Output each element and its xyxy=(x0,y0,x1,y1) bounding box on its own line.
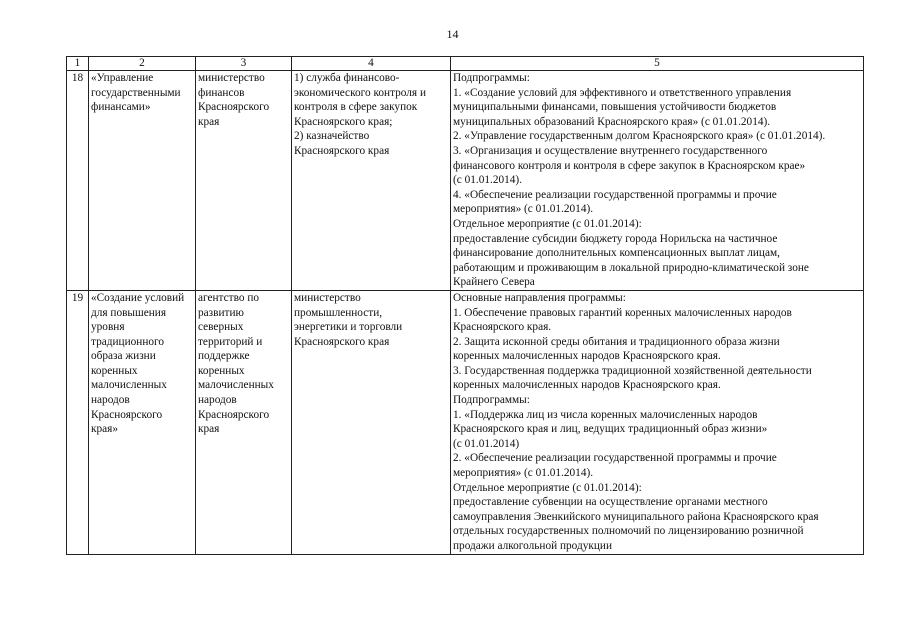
cell-text-line: края xyxy=(198,115,220,128)
cell-text-line: уровня xyxy=(91,321,125,334)
responsible-executor-cell xyxy=(196,290,292,554)
cell-text-line: 4. «Обеспечение реализации государственной программы и прочие xyxy=(453,188,777,201)
programs-table xyxy=(66,56,864,555)
cell-text-line: Красноярского xyxy=(198,101,270,114)
cell-text-line: Отдельное мероприятие (с 01.01.2014): xyxy=(453,217,642,230)
cell-text-line: финансами» xyxy=(91,101,151,114)
header-row xyxy=(67,57,864,71)
column-header-3: 3 xyxy=(196,57,292,71)
cell-text-line: малочисленных xyxy=(91,379,167,392)
cell-text-line: отдельных государственных полномочий по лицензированию розничной xyxy=(453,525,804,538)
cell-text-line: Красноярского края; xyxy=(294,115,393,128)
cell-text-line: малочисленных xyxy=(198,379,274,392)
cell-text-line: продажи алкогольной продукции xyxy=(453,540,613,552)
cell-text-line: поддержке xyxy=(198,350,250,363)
cell-text-line: края xyxy=(198,423,220,436)
cell-text-line: Красноярского xyxy=(198,408,270,421)
responsible-executor-cell xyxy=(196,71,292,291)
cell-text-line: Красноярского xyxy=(91,408,163,421)
cell-text-line: 1) служба финансово- xyxy=(294,72,400,84)
cell-text-line: муниципальных образований Красноярского края» (с 01.01.2014). xyxy=(453,115,771,128)
cell-text-line: финансирование дополнительных компенсационных выплат лицам, xyxy=(453,247,780,260)
cell-text-line: Крайнего Севера xyxy=(453,276,535,289)
cell-text-line: традиционного xyxy=(91,335,165,348)
cell-text-line: коренных малочисленных народов Красноярского края. xyxy=(453,379,721,392)
cell-text-line: работающим и проживающим в локальной природно-климатической зоне xyxy=(453,261,809,274)
program-details-cell xyxy=(451,290,864,554)
cell-text-line: Красноярского края xyxy=(294,144,390,157)
cell-text-line: экономического контроля и xyxy=(294,86,426,99)
table-row xyxy=(67,290,864,554)
cell-text-line: самоуправления Эвенкийского муниципального района Красноярского края xyxy=(453,510,819,523)
cell-text-line: «Управление xyxy=(91,72,154,84)
page-number: 14 xyxy=(446,27,459,41)
cell-text-line: для повышения xyxy=(91,306,167,319)
cell-text-line: финансового контроля и контроля в сфере закупок в Красноярском крае» xyxy=(453,159,806,172)
cell-text-line: края» xyxy=(91,423,118,436)
cell-text-line: Красноярского края xyxy=(294,335,390,348)
cell-text-line: коренных xyxy=(198,364,245,377)
cell-text-line: министерство xyxy=(198,72,265,84)
cell-text-line: 2. Защита исконной среды обитания и традиционного образа жизни xyxy=(453,335,780,348)
cell-text-line: территорий и xyxy=(198,335,263,348)
cell-text-line: 3. «Организация и осуществление внутреннего государственного xyxy=(453,144,768,157)
cell-text-line: коренных xyxy=(91,364,138,377)
column-header-1: 1 xyxy=(67,57,89,71)
cell-text-line: образа жизни xyxy=(91,350,156,363)
cell-text-line: северных xyxy=(198,321,244,334)
cell-text-line: предоставление субсидии бюджету города Норильска на частичное xyxy=(453,232,778,245)
cell-text-line: энергетики и торговли xyxy=(294,321,403,334)
cell-text-line: мероприятия» (с 01.01.2014). xyxy=(453,203,594,216)
cell-text-line: 1. Обеспечение правовых гарантий коренных малочисленных народов xyxy=(453,306,792,319)
cell-text-line: 2. «Управление государственным долгом Красноярского края» (с 01.01.2014). xyxy=(453,130,826,143)
cell-text-line: Красноярского края и лиц, ведущих традиционный образ жизни» xyxy=(453,423,768,436)
cell-text-line: Красноярского края. xyxy=(453,321,552,334)
cell-text-line: народов xyxy=(198,394,237,407)
cell-text-line: 2. «Обеспечение реализации государственной программы и прочие xyxy=(453,452,777,465)
column-header-5: 5 xyxy=(451,57,864,71)
cell-text-line: 1. «Создание условий для эффективного и ответственного управления xyxy=(453,86,792,99)
cell-text-line: финансов xyxy=(198,86,245,99)
cell-text-line: Подпрограммы: xyxy=(453,72,530,84)
cell-text-line: 1. «Поддержка лиц из числа коренных малочисленных народов xyxy=(453,408,758,421)
cell-text-line: народов xyxy=(91,394,130,407)
cell-text-line: агентство по xyxy=(198,291,260,304)
cell-text-line: коренных малочисленных народов Красноярского края. xyxy=(453,350,721,363)
cell-text-line: Отдельное мероприятие (с 01.01.2014): xyxy=(453,481,642,494)
cell-text-line: «Создание условий xyxy=(91,291,185,304)
cell-text-line: Подпрограммы: xyxy=(453,394,530,407)
row-number-cell: 19 xyxy=(67,290,89,554)
cell-text-line: государственными xyxy=(91,86,181,99)
column-header-4: 4 xyxy=(292,57,451,71)
row-number-cell: 18 xyxy=(67,71,89,291)
cell-text-line: (с 01.01.2014). xyxy=(453,174,523,187)
co-executors-cell xyxy=(292,290,451,554)
cell-text-line: 2) казначейство xyxy=(294,130,370,143)
cell-text-line: министерство xyxy=(294,291,361,304)
program-name-cell xyxy=(89,290,196,554)
cell-text-line: развитию xyxy=(198,306,244,319)
column-header-2: 2 xyxy=(89,57,196,71)
co-executors-cell xyxy=(292,71,451,291)
table-row xyxy=(67,71,864,291)
cell-text-line: контроля в сфере закупок xyxy=(294,101,418,114)
cell-text-line: мероприятия» (с 01.01.2014). xyxy=(453,467,594,480)
cell-text-line: (с 01.01.2014) xyxy=(453,437,520,450)
cell-text-line: муниципальными финансами, повышения устойчивости бюджетов xyxy=(453,101,777,114)
cell-text-line: Основные направления программы: xyxy=(453,291,626,304)
cell-text-line: предоставление субвенции на осуществление органами местного xyxy=(453,496,768,509)
cell-text-line: 3. Государственная поддержка традиционной хозяйственной деятельности xyxy=(453,364,812,377)
cell-text-line: промышленности, xyxy=(294,306,383,319)
program-details-cell xyxy=(451,71,864,291)
program-name-cell xyxy=(89,71,196,291)
